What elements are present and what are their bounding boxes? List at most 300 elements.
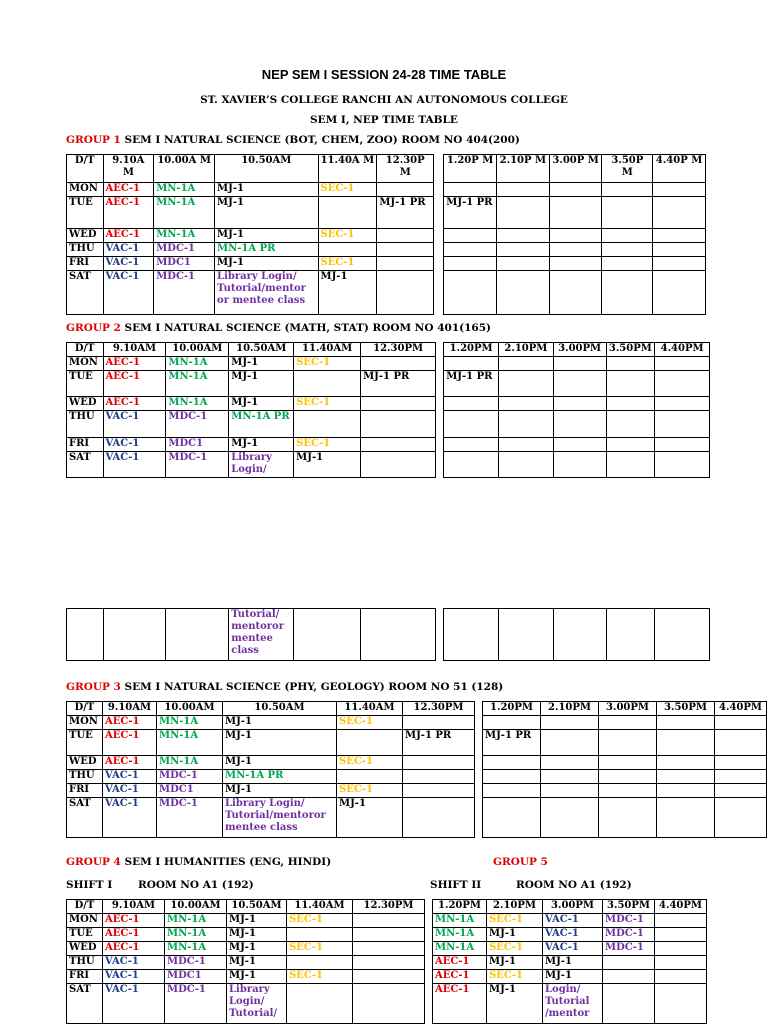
period-cell: MJ-1 xyxy=(215,229,318,243)
period-cell xyxy=(444,271,497,315)
period-cell xyxy=(444,229,497,243)
period-cell xyxy=(606,437,655,451)
period-cell xyxy=(655,970,707,984)
period-cell xyxy=(444,257,497,271)
period-cell xyxy=(655,942,707,956)
day-cell: SAT xyxy=(67,451,104,477)
table-row xyxy=(67,257,706,271)
period-cell: Library Login/ xyxy=(229,451,294,477)
column-header: 11.40AM xyxy=(294,343,361,357)
period-cell xyxy=(287,928,353,942)
period-cell xyxy=(549,243,602,257)
column-gap xyxy=(475,770,483,784)
day-cell: WED xyxy=(67,942,103,956)
column-header: 11.40A M xyxy=(318,155,377,183)
day-cell: FRI xyxy=(67,437,104,451)
period-cell xyxy=(444,609,499,661)
period-cell xyxy=(657,730,715,756)
period-cell: MDC-1 xyxy=(603,928,655,942)
column-header: 3.50PM xyxy=(657,702,715,716)
column-gap xyxy=(475,784,483,798)
column-gap xyxy=(425,942,433,956)
period-cell: MJ-1 xyxy=(227,970,287,984)
period-cell xyxy=(553,371,606,397)
period-cell: AEC-1 xyxy=(103,914,165,928)
period-cell xyxy=(541,770,599,784)
table-header-row xyxy=(67,702,767,716)
period-cell: MJ-1 PR xyxy=(403,730,475,756)
period-cell: AEC-1 xyxy=(103,357,166,371)
day-cell: FRI xyxy=(67,784,103,798)
day-cell: WED xyxy=(67,397,104,411)
college-name: ST. XAVIER’S COLLEGE RANCHI AN AUTONOMOUS COLLEGE xyxy=(200,94,568,106)
period-cell xyxy=(541,756,599,770)
period-cell: Login/ Tutorial /mentor xyxy=(543,984,603,1024)
day-cell: THU xyxy=(67,956,103,970)
column-gap xyxy=(475,756,483,770)
column-header: 1.20PM xyxy=(433,900,487,914)
day-cell: SAT xyxy=(67,798,103,838)
period-cell: MJ-1 xyxy=(487,984,543,1024)
period-cell xyxy=(444,411,499,437)
period-cell xyxy=(353,970,425,984)
column-header: 10.50AM xyxy=(229,343,294,357)
shift1-label: SHIFT I xyxy=(66,879,113,891)
period-cell xyxy=(655,451,710,477)
period-cell xyxy=(657,756,715,770)
period-cell xyxy=(444,437,499,451)
column-gap xyxy=(434,183,444,197)
day-cell: MON xyxy=(67,183,104,197)
group1-heading: GROUP 1 SEM I NATURAL SCIENCE (BOT, CHEM, ZOO) ROOM NO 404(200) xyxy=(66,134,520,146)
period-cell xyxy=(553,609,606,661)
period-cell xyxy=(549,197,602,229)
table-row xyxy=(67,942,707,956)
period-cell xyxy=(499,357,554,371)
period-cell xyxy=(602,243,653,257)
period-cell xyxy=(599,730,657,756)
period-cell xyxy=(403,798,475,838)
period-cell xyxy=(657,798,715,838)
period-cell xyxy=(361,357,436,371)
period-cell: MJ-1 xyxy=(223,730,337,756)
period-cell: VAC-1 xyxy=(103,798,157,838)
period-cell xyxy=(602,257,653,271)
period-cell: MDC-1 xyxy=(166,451,229,477)
period-cell: AEC-1 xyxy=(103,229,154,243)
period-cell xyxy=(606,451,655,477)
day-cell: MON xyxy=(67,914,103,928)
column-header: 11.40AM xyxy=(337,702,403,716)
column-gap xyxy=(436,411,444,437)
period-cell xyxy=(499,371,554,397)
period-cell xyxy=(166,609,229,661)
period-cell xyxy=(287,984,353,1024)
period-cell: SEC-1 xyxy=(318,183,377,197)
period-cell: MN-1A xyxy=(157,716,223,730)
period-cell xyxy=(553,451,606,477)
table-row xyxy=(67,243,706,257)
period-cell: Library Login/ Tutorial/mentor or mentee class xyxy=(215,271,318,315)
period-cell xyxy=(353,942,425,956)
column-gap xyxy=(434,229,444,243)
column-header: 12.30P M xyxy=(377,155,434,183)
period-cell xyxy=(653,183,706,197)
period-cell xyxy=(361,451,436,477)
period-cell: VAC-1 xyxy=(103,770,157,784)
period-cell xyxy=(361,397,436,411)
period-cell xyxy=(294,609,361,661)
table-header-row xyxy=(67,900,707,914)
table-row xyxy=(67,928,707,942)
period-cell xyxy=(657,770,715,784)
period-cell xyxy=(606,397,655,411)
period-cell: MN-1A xyxy=(157,756,223,770)
group1-timetable xyxy=(66,154,706,315)
period-cell xyxy=(606,371,655,397)
column-header: 4.40PM xyxy=(715,702,767,716)
column-gap xyxy=(434,271,444,315)
column-header: 1.20PM xyxy=(444,343,499,357)
group2-timetable xyxy=(66,342,710,478)
period-cell: VAC-1 xyxy=(103,411,166,437)
period-cell: MJ-1 xyxy=(229,357,294,371)
period-cell: AEC-1 xyxy=(103,730,157,756)
table-row xyxy=(67,914,707,928)
period-cell xyxy=(599,716,657,730)
period-cell xyxy=(553,357,606,371)
day-cell: FRI xyxy=(67,970,103,984)
table-row xyxy=(67,229,706,243)
period-cell: SEC-1 xyxy=(337,756,403,770)
period-cell: MN-1A xyxy=(165,928,227,942)
period-cell xyxy=(444,183,497,197)
day-cell: WED xyxy=(67,756,103,770)
period-cell: SEC-1 xyxy=(318,229,377,243)
column-gap xyxy=(475,716,483,730)
column-gap xyxy=(425,984,433,1024)
period-cell: SEC-1 xyxy=(487,914,543,928)
page-title: NEP SEM I SESSION 24-28 TIME TABLE xyxy=(261,67,507,82)
period-cell: MJ-1 xyxy=(223,716,337,730)
period-cell xyxy=(655,956,707,970)
period-cell xyxy=(715,770,767,784)
column-header: 12.30PM xyxy=(361,343,436,357)
period-cell xyxy=(653,257,706,271)
column-header: 3.00PM xyxy=(553,343,606,357)
group2-continuation-table xyxy=(66,608,710,661)
period-cell: MDC-1 xyxy=(154,243,215,257)
period-cell xyxy=(657,784,715,798)
period-cell: VAC-1 xyxy=(103,970,165,984)
period-cell xyxy=(602,271,653,315)
period-cell: MN-1A xyxy=(165,914,227,928)
period-cell xyxy=(655,928,707,942)
column-header: 9.10AM xyxy=(103,343,166,357)
period-cell: VAC-1 xyxy=(103,784,157,798)
period-cell xyxy=(541,730,599,756)
column-header: 10.00AM xyxy=(166,343,229,357)
table-row xyxy=(67,770,767,784)
period-cell xyxy=(377,229,434,243)
period-cell xyxy=(361,609,436,661)
period-cell: MN-1A xyxy=(154,229,215,243)
period-cell: VAC-1 xyxy=(543,928,603,942)
group2-heading: GROUP 2 SEM I NATURAL SCIENCE (MATH, STAT) ROOM NO 401(165) xyxy=(66,322,491,334)
period-cell: MJ-1 xyxy=(487,956,543,970)
period-cell xyxy=(403,756,475,770)
table-row xyxy=(67,756,767,770)
period-cell: SEC-1 xyxy=(487,970,543,984)
column-gap xyxy=(434,197,444,229)
table-row xyxy=(67,970,707,984)
period-cell: MJ-1 xyxy=(223,784,337,798)
period-cell xyxy=(603,956,655,970)
column-gap xyxy=(436,437,444,451)
column-gap xyxy=(475,798,483,838)
period-cell: MN-1A xyxy=(166,357,229,371)
column-header: 2.10P M xyxy=(497,155,550,183)
period-cell xyxy=(318,197,377,229)
column-header: 10.50AM xyxy=(227,900,287,914)
column-header: 4.40PM xyxy=(655,343,710,357)
period-cell: MJ-1 xyxy=(215,257,318,271)
table-row xyxy=(67,609,710,661)
period-cell: MJ-1 xyxy=(229,397,294,411)
period-cell: SEC-1 xyxy=(287,942,353,956)
period-cell xyxy=(602,183,653,197)
period-cell: MDC1 xyxy=(154,257,215,271)
table-row xyxy=(67,397,710,411)
period-cell xyxy=(655,357,710,371)
period-cell: MJ-1 xyxy=(227,956,287,970)
table-row xyxy=(67,183,706,197)
table-row xyxy=(67,798,767,838)
column-gap xyxy=(436,371,444,397)
column-header: 3.50PM xyxy=(603,900,655,914)
column-gap xyxy=(425,956,433,970)
period-cell xyxy=(67,609,104,661)
shift2-label: SHIFT II xyxy=(430,879,482,891)
period-cell xyxy=(549,271,602,315)
period-cell xyxy=(653,271,706,315)
period-cell: MDC1 xyxy=(165,970,227,984)
day-cell: SAT xyxy=(67,984,103,1024)
shift2-room: ROOM NO A1 (192) xyxy=(516,879,632,891)
period-cell xyxy=(337,730,403,756)
table-row xyxy=(67,784,767,798)
column-gap xyxy=(475,702,483,716)
period-cell: MJ-1 PR xyxy=(444,371,499,397)
table-header-row xyxy=(67,155,706,183)
period-cell: MJ-1 xyxy=(215,183,318,197)
column-header: 3.50PM xyxy=(606,343,655,357)
period-cell xyxy=(715,798,767,838)
column-header: 11.40AM xyxy=(287,900,353,914)
column-header: 1.20P M xyxy=(444,155,497,183)
period-cell: MDC-1 xyxy=(603,914,655,928)
period-cell xyxy=(361,437,436,451)
column-header: 2.10PM xyxy=(487,900,543,914)
period-cell: MDC-1 xyxy=(157,770,223,784)
day-cell: MON xyxy=(67,357,104,371)
table-row xyxy=(67,984,707,1024)
table-row xyxy=(67,956,707,970)
table-row xyxy=(67,451,710,477)
column-header: 10.00AM xyxy=(157,702,223,716)
period-cell xyxy=(444,357,499,371)
period-cell xyxy=(603,970,655,984)
column-gap xyxy=(436,451,444,477)
period-cell: Library Login/ Tutorial/mentoror mentee class xyxy=(223,798,337,838)
column-header: 3.50P M xyxy=(602,155,653,183)
period-cell: MN-1A PR xyxy=(215,243,318,257)
period-cell xyxy=(499,451,554,477)
period-cell xyxy=(353,928,425,942)
period-cell xyxy=(602,197,653,229)
period-cell: AEC-1 xyxy=(433,970,487,984)
period-cell xyxy=(444,397,499,411)
period-cell: MDC-1 xyxy=(166,411,229,437)
period-cell: MN-1A xyxy=(157,730,223,756)
period-cell: MN-1A xyxy=(433,914,487,928)
column-header: 10.50AM xyxy=(223,702,337,716)
table-row xyxy=(67,371,710,397)
period-cell xyxy=(653,243,706,257)
period-cell xyxy=(294,371,361,397)
group2-label: GROUP 2 xyxy=(66,322,121,334)
period-cell: MN-1A PR xyxy=(223,770,337,784)
period-cell xyxy=(353,914,425,928)
period-cell: MJ-1 xyxy=(227,928,287,942)
period-cell xyxy=(483,716,541,730)
period-cell: MJ-1 xyxy=(227,942,287,956)
period-cell: SEC-1 xyxy=(294,437,361,451)
period-cell xyxy=(599,784,657,798)
column-header: 3.00PM xyxy=(543,900,603,914)
period-cell xyxy=(403,716,475,730)
column-gap xyxy=(434,257,444,271)
column-header: 3.00PM xyxy=(599,702,657,716)
period-cell: AEC-1 xyxy=(433,984,487,1024)
day-cell: TUE xyxy=(67,371,104,397)
period-cell xyxy=(606,609,655,661)
period-cell: MN-1A xyxy=(154,183,215,197)
period-cell xyxy=(444,243,497,257)
column-header: 4.40P M xyxy=(653,155,706,183)
column-gap xyxy=(475,730,483,756)
period-cell: VAC-1 xyxy=(543,942,603,956)
column-header: D/T xyxy=(67,155,104,183)
period-cell: MN-1A xyxy=(433,928,487,942)
day-cell: MON xyxy=(67,716,103,730)
day-cell: TUE xyxy=(67,928,103,942)
period-cell xyxy=(499,437,554,451)
group3-timetable xyxy=(66,701,767,838)
column-header: 9.10AM xyxy=(103,702,157,716)
period-cell xyxy=(377,183,434,197)
period-cell: SEC-1 xyxy=(337,716,403,730)
column-gap xyxy=(425,928,433,942)
period-cell: MJ-1 xyxy=(223,756,337,770)
day-cell: FRI xyxy=(67,257,104,271)
period-cell xyxy=(294,411,361,437)
column-header: D/T xyxy=(67,343,104,357)
period-cell xyxy=(377,271,434,315)
period-cell: MJ-1 xyxy=(229,437,294,451)
column-gap xyxy=(436,397,444,411)
period-cell: SEC-1 xyxy=(487,942,543,956)
period-cell xyxy=(497,229,550,243)
period-cell xyxy=(599,770,657,784)
period-cell xyxy=(353,984,425,1024)
period-cell xyxy=(287,956,353,970)
period-cell: AEC-1 xyxy=(103,397,166,411)
group4-heading: GROUP 4 SEM I HUMANITIES (ENG, HINDI) xyxy=(66,856,332,868)
column-gap xyxy=(434,155,444,183)
period-cell: MDC1 xyxy=(157,784,223,798)
period-cell: Tutorial/ mentoror mentee class xyxy=(229,609,294,661)
period-cell: MJ-1 xyxy=(227,914,287,928)
period-cell xyxy=(497,243,550,257)
page-subtitle: SEM I, NEP TIME TABLE xyxy=(310,114,458,126)
day-cell: WED xyxy=(67,229,104,243)
period-cell xyxy=(403,770,475,784)
column-header: 10.00AM xyxy=(165,900,227,914)
period-cell xyxy=(549,257,602,271)
period-cell: MJ-1 PR xyxy=(483,730,541,756)
column-gap xyxy=(434,243,444,257)
group4-timetable xyxy=(66,899,707,1024)
period-cell xyxy=(549,229,602,243)
period-cell: MDC-1 xyxy=(165,984,227,1024)
table-header-row xyxy=(67,343,710,357)
period-cell: MJ-1 xyxy=(318,271,377,315)
period-cell xyxy=(337,770,403,784)
period-cell: SEC-1 xyxy=(318,257,377,271)
day-cell: THU xyxy=(67,411,104,437)
column-gap xyxy=(436,343,444,357)
period-cell: MN-1A xyxy=(165,942,227,956)
column-header: 3.00P M xyxy=(549,155,602,183)
day-cell: THU xyxy=(67,770,103,784)
group3-heading: GROUP 3 SEM I NATURAL SCIENCE (PHY, GEOLOGY) ROOM NO 51 (128) xyxy=(66,681,504,693)
period-cell xyxy=(549,183,602,197)
period-cell: MN-1A xyxy=(166,371,229,397)
group5-label: GROUP 5 xyxy=(493,856,548,868)
period-cell: MJ-1 xyxy=(229,371,294,397)
period-cell xyxy=(499,609,554,661)
period-cell: MJ-1 xyxy=(543,956,603,970)
period-cell xyxy=(497,183,550,197)
period-cell xyxy=(499,411,554,437)
period-cell xyxy=(541,784,599,798)
period-cell: MN-1A xyxy=(166,397,229,411)
period-cell: VAC-1 xyxy=(103,451,166,477)
period-cell xyxy=(653,229,706,243)
period-cell xyxy=(655,371,710,397)
period-cell: MJ-1 PR xyxy=(361,371,436,397)
period-cell xyxy=(497,197,550,229)
period-cell: MDC-1 xyxy=(603,942,655,956)
period-cell xyxy=(655,437,710,451)
period-cell xyxy=(715,756,767,770)
period-cell: MDC-1 xyxy=(157,798,223,838)
table-row xyxy=(67,271,706,315)
shift1-room: ROOM NO A1 (192) xyxy=(138,879,254,891)
table-row xyxy=(67,716,767,730)
period-cell: MJ-1 xyxy=(543,970,603,984)
